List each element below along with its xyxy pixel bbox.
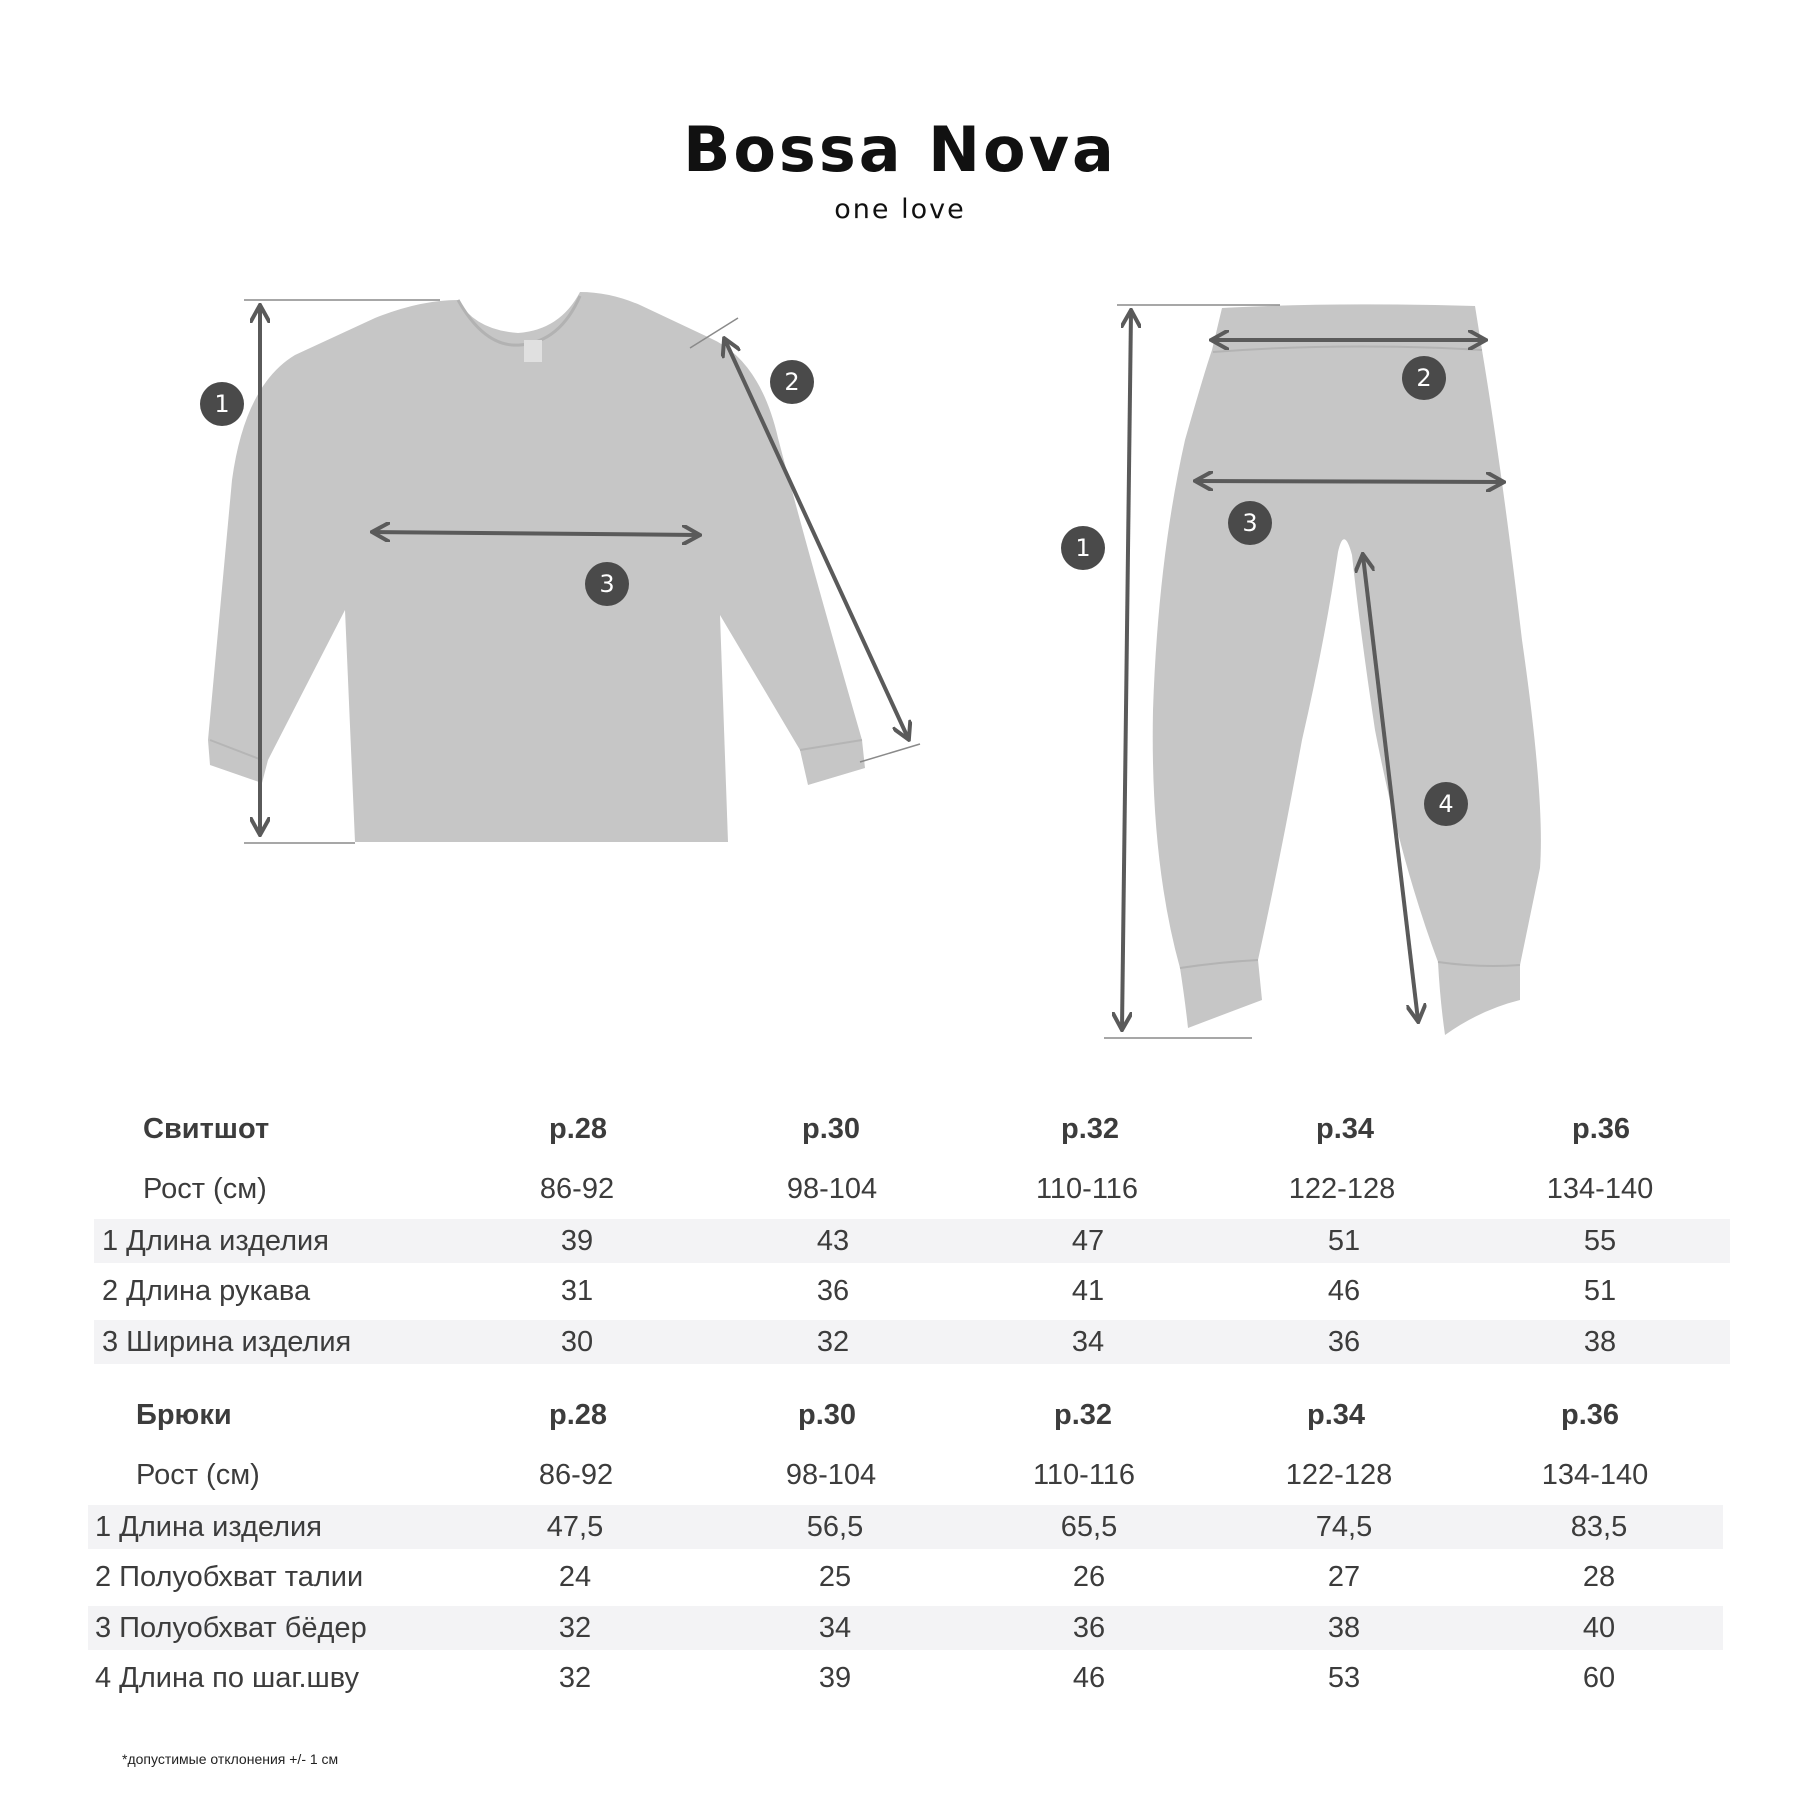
table-cell: 55 [1583,1225,1617,1257]
table-cell: 134-140 [1546,1173,1654,1205]
table-cell: 25 [818,1561,852,1593]
pants-badge-2 [1402,356,1446,400]
hip-arrow [1197,481,1502,482]
sweatshirt-illustration [208,292,865,842]
table-cell: 32 [558,1612,592,1644]
sweatshirt-badge-1 [200,382,244,426]
sweatshirt-badge-3 [585,562,629,606]
length-arrow [1122,312,1131,1028]
table-cell: 60 [1582,1662,1616,1694]
table-cell: 65,5 [1060,1511,1118,1543]
svg-text:3: 3 [599,570,615,598]
table-cell: 38 [1583,1326,1617,1358]
table-cell: 47 [1071,1225,1105,1257]
table-cell: 134-140 [1541,1459,1649,1491]
table-cell: 32 [558,1662,592,1694]
sweatshirt-table-title: Свитшот [143,1113,270,1145]
pants-size-header-row [0,1393,1800,1437]
row-label: 3 Полуобхват бёдер [95,1612,367,1644]
table-row [0,1269,1800,1313]
table-cell: 27 [1327,1561,1361,1593]
table-cell: 53 [1327,1662,1361,1694]
svg-text:2: 2 [784,368,800,396]
size-header: р.34 [1306,1399,1366,1431]
size-header: р.28 [548,1399,608,1431]
table-cell: 39 [560,1225,594,1257]
table-cell: 98-104 [786,1173,878,1205]
brand-tagline: one love [834,194,966,225]
pants-table-title: Брюки [136,1399,232,1431]
row-label: 1 Длина изделия [95,1511,322,1543]
table-cell: 36 [1327,1326,1361,1358]
pants-badge-1 [1061,526,1105,570]
table-cell: 110-116 [1032,1459,1136,1491]
size-header: р.30 [797,1399,857,1431]
table-cell: 56,5 [806,1511,864,1543]
row-label: 2 Длина рукава [102,1275,311,1307]
size-header: р.32 [1053,1399,1113,1431]
table-cell: 98-104 [785,1459,877,1491]
sweatshirt-badge-2 [770,360,814,404]
sweatshirt-size-header-row [0,1107,1800,1151]
pants-shape [1153,304,1541,1035]
size-header: р.30 [801,1113,861,1145]
table-cell: 26 [1072,1561,1106,1593]
pants-badge-3 [1228,501,1272,545]
table-cell: 41 [1071,1275,1105,1307]
table-cell: 83,5 [1570,1511,1628,1543]
sweatshirt-height-row [0,1167,1800,1211]
svg-text:1: 1 [1075,534,1091,562]
table-cell: 39 [818,1662,852,1694]
svg-text:2: 2 [1416,364,1432,392]
svg-text:1: 1 [214,390,230,418]
size-header: р.32 [1060,1113,1120,1145]
table-cell: 36 [1072,1612,1106,1644]
table-cell: 30 [560,1326,594,1358]
svg-text:4: 4 [1438,790,1454,818]
table-row [0,1505,1800,1549]
sweatshirt-tag [524,340,542,362]
row-label: 1 Длина изделия [102,1225,329,1257]
table-cell: 34 [1071,1326,1105,1358]
table-cell: 51 [1583,1275,1617,1307]
row-label: 4 Длина по шаг.шву [95,1662,360,1694]
table-row [0,1656,1800,1700]
size-header: р.36 [1560,1399,1620,1431]
size-header: р.34 [1315,1113,1375,1145]
table-cell: 86-92 [538,1459,614,1491]
tolerance-footnote: *допустимые отклонения +/- 1 см [122,1751,339,1767]
table-cell: 32 [816,1326,850,1358]
table-cell: 122-128 [1288,1173,1396,1205]
table-cell: 47,5 [546,1511,604,1543]
table-cell: 43 [816,1225,850,1257]
height-label: Рост (см) [136,1459,260,1491]
pants-illustration [1153,304,1541,1035]
table-cell: 86-92 [539,1173,615,1205]
height-label: Рост (см) [143,1173,267,1205]
row-label: 3 Ширина изделия [102,1326,352,1358]
table-cell: 110-116 [1035,1173,1139,1205]
table-cell: 38 [1327,1612,1361,1644]
table-cell: 51 [1327,1225,1361,1257]
sweatshirt-shape [208,292,865,842]
guide-line [860,744,920,762]
table-cell: 24 [558,1561,592,1593]
table-cell: 122-128 [1285,1459,1393,1491]
brand-name: Bossa Nova [683,113,1117,186]
table-cell: 36 [816,1275,850,1307]
table-cell: 46 [1327,1275,1361,1307]
table-row [0,1555,1800,1599]
pants-height-row [0,1453,1800,1497]
table-cell: 34 [818,1612,852,1644]
table-cell: 40 [1582,1612,1616,1644]
table-row [0,1320,1800,1364]
table-row [0,1219,1800,1263]
svg-text:3: 3 [1242,509,1258,537]
table-cell: 28 [1582,1561,1616,1593]
size-header: р.36 [1571,1113,1631,1145]
size-header: р.28 [548,1113,608,1145]
table-cell: 46 [1072,1662,1106,1694]
table-row [0,1606,1800,1650]
table-cell: 74,5 [1315,1511,1373,1543]
pants-badge-4 [1424,782,1468,826]
row-label: 2 Полуобхват талии [95,1561,364,1593]
table-cell: 31 [560,1275,594,1307]
